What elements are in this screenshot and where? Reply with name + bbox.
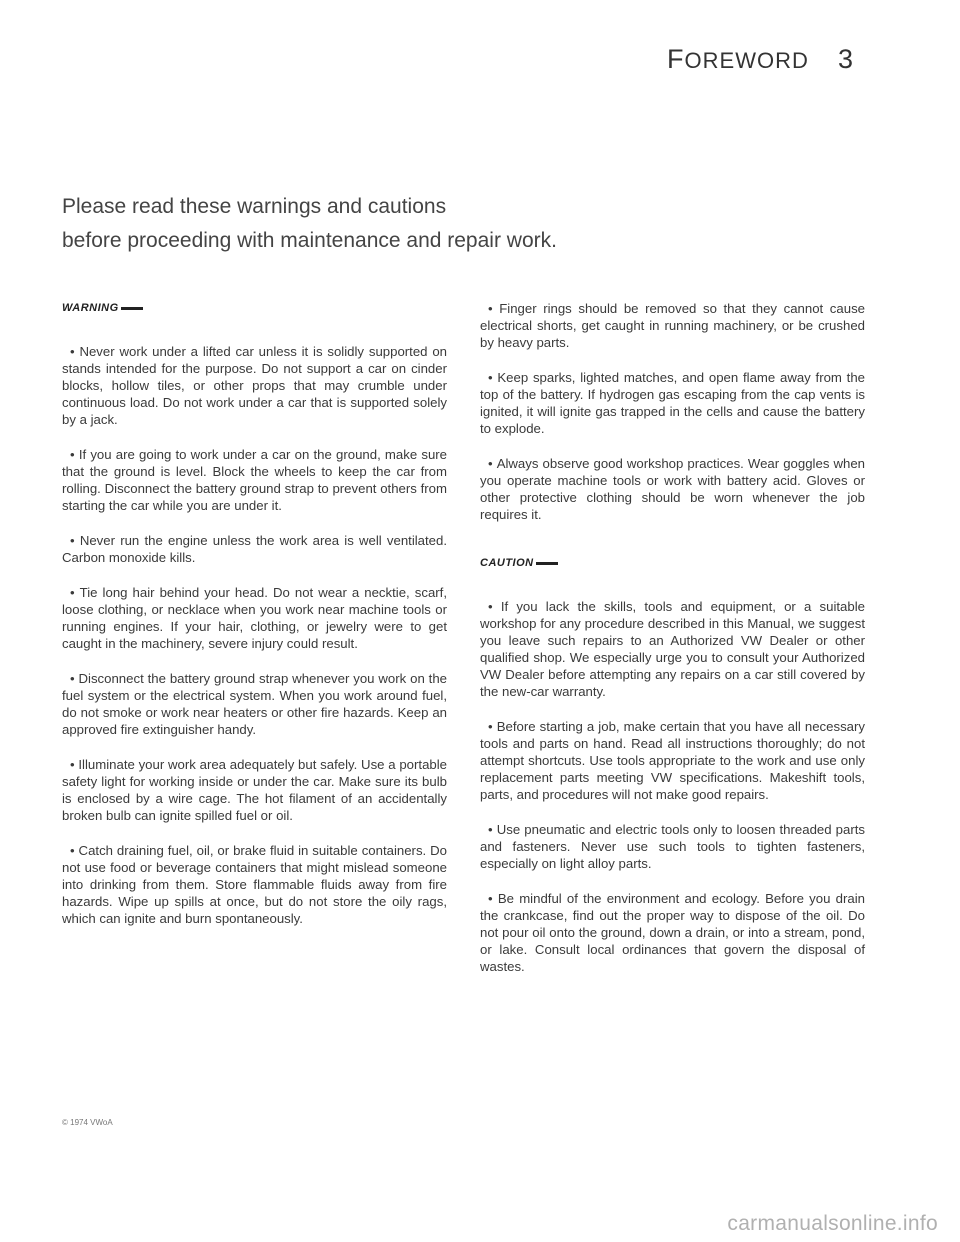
caution-item: • If you lack the skills, tools and equipment, or a suitable workshop for any procedure described in this Manual, we suggest you leave such repairs to an Authorized VW Dealer or other qualified shop. We especially urge you to consult your Authorized VW Dealer before attempting any repairs on a car still covered by the new-car warranty. bbox=[480, 598, 865, 700]
warning-item: • Never work under a lifted car unless it is solidly supported on stands intended for the purpose. Do not support a car on cinder blocks, hollow tiles, or other props that may crumble under continuous load. Do not work under a car that is supported solely by a jack. bbox=[62, 343, 447, 428]
warning-item: • Disconnect the battery ground strap whenever you work on the fuel system or the electrical system. When you work around fuel, do not smoke or work near heaters or other fire hazards. Keep an approved fire extinguisher handy. bbox=[62, 670, 447, 738]
warning-item: • Keep sparks, lighted matches, and open flame away from the top of the battery. If hydrogen gas escaping from the cap vents is ignited, it will ignite gas trapped in the cells and cause the battery to explode. bbox=[480, 369, 865, 437]
page-number: 3 bbox=[837, 44, 854, 74]
page-header bbox=[667, 44, 854, 75]
caution-item: • Use pneumatic and electric tools only to loosen threaded parts and fasteners. Never use such tools to tighten fasteners, especially on light alloy parts. bbox=[480, 821, 865, 872]
warning-item: • Catch draining fuel, oil, or brake fluid in suitable containers. Do not use food or beverage containers that might mislead someone into drinking from them. Store flammable fluids away from fire hazards. Wipe up spills at once, but do not store the oily rags, which can ignite and burn spontaneously. bbox=[62, 842, 447, 927]
heading-dash bbox=[536, 562, 558, 565]
caution-item: • Be mindful of the environment and ecology. Before you drain the crankcase, find out the proper way to dispose of the oil. Do not pour oil onto the ground, down a drain, or into a stream, pond, or lake. Consult local ordinances that govern the disposal of wastes. bbox=[480, 890, 865, 975]
left-column bbox=[62, 300, 447, 945]
warning-item: • Always observe good workshop practices. Wear goggles when you operate machine tools or work with battery acid. Gloves or other protective clothing should be worn whenever the job requires it. bbox=[480, 455, 865, 523]
intro-line-1: Please read these warnings and cautions bbox=[62, 195, 447, 218]
copyright-note: © 1974 VWoA bbox=[62, 1118, 113, 1127]
caution-heading: CAUTION bbox=[480, 555, 865, 572]
header-title-initial: F bbox=[667, 44, 685, 74]
intro-line-2: before proceeding with maintenance and repair work. bbox=[62, 229, 557, 252]
warning-item: • Never run the engine unless the work area is well ventilated. Carbon monoxide kills. bbox=[62, 532, 447, 566]
intro-text bbox=[62, 190, 682, 258]
warning-item: • If you are going to work under a car on the ground, make sure that the ground is level. Block the wheels to keep the car from rolling. Disconnect the battery ground strap to prevent others from starting the car while you are under it. bbox=[62, 446, 447, 514]
warning-heading: WARNING bbox=[62, 300, 447, 317]
header-title: OREWORD bbox=[684, 48, 809, 73]
caution-item: • Before starting a job, make certain that you have all necessary tools and parts on hand. Read all instructions thoroughly; do not attempt shortcuts. Use tools appropriate to the work and use only replacement parts meeting VW specifications. Makeshift tools, parts, and procedures will not make good repairs. bbox=[480, 718, 865, 803]
warning-item: • Illuminate your work area adequately but safely. Use a portable safety light for working inside or under the car. Make sure its bulb is enclosed by a wire cage. The hot filament of an accidentally broken bulb can ignite spilled fuel or oil. bbox=[62, 756, 447, 824]
warning-item: • Tie long hair behind your head. Do not wear a necktie, scarf, loose clothing, or necklace when you work near machine tools or running engines. If your hair, clothing, or jewelry were to get caught in the machinery, severe injury could result. bbox=[62, 584, 447, 652]
heading-dash bbox=[121, 307, 143, 310]
warning-item: • Finger rings should be removed so that they cannot cause electrical shorts, get caught in running machinery, or be crushed by heavy parts. bbox=[480, 300, 865, 351]
right-column bbox=[480, 300, 865, 993]
site-watermark: carmanualsonline.info bbox=[727, 1212, 938, 1235]
